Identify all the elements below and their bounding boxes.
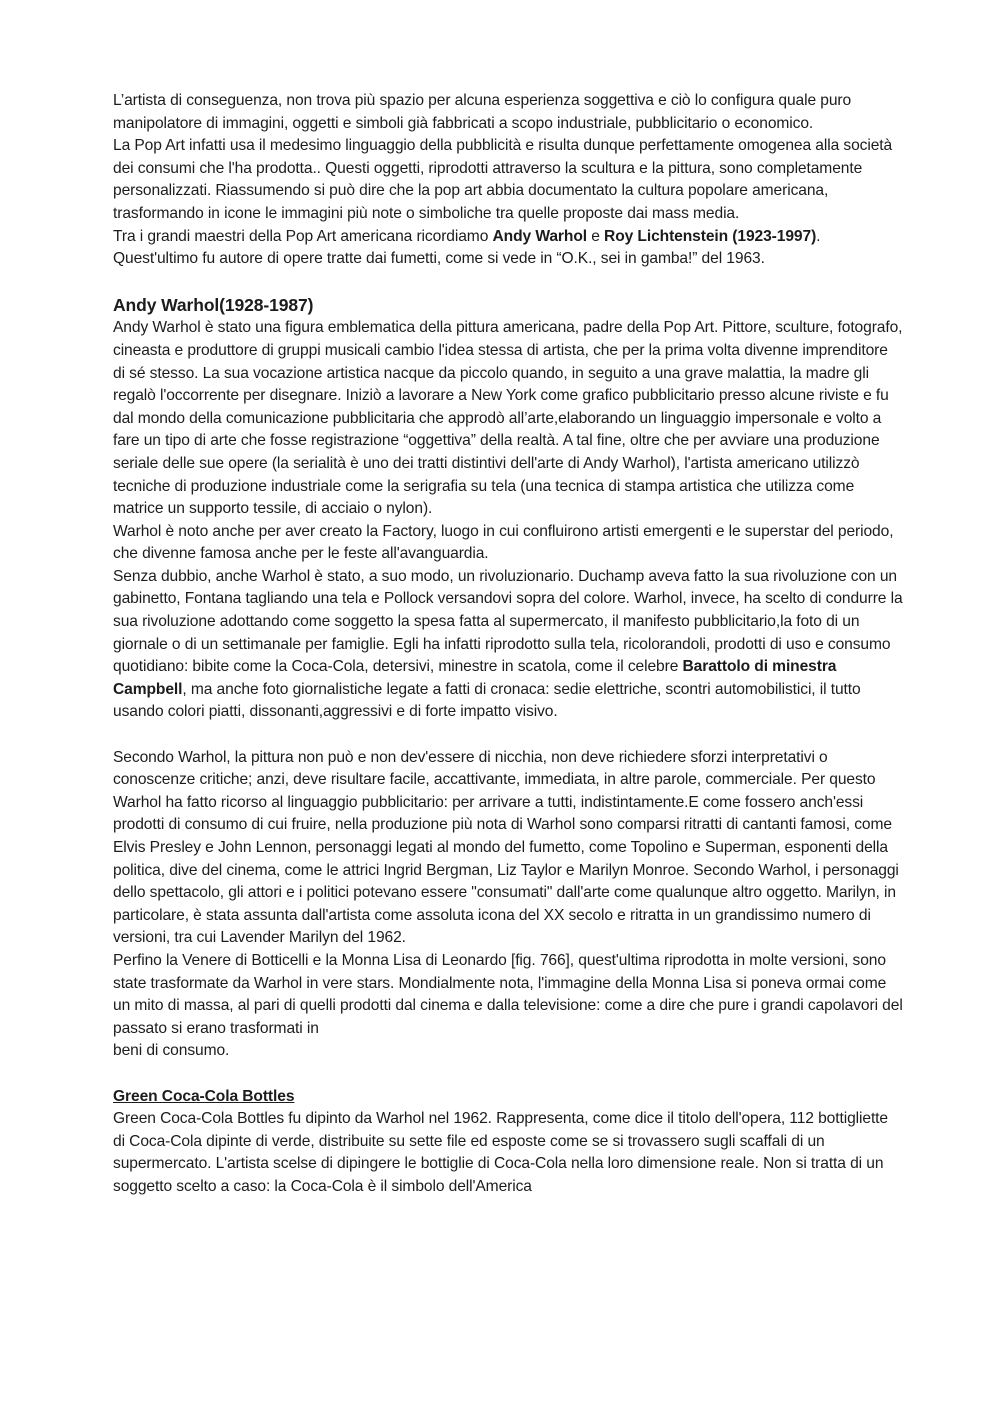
warhol-p3-text-start: Senza dubbio, anche Warhol è stato, a suo modo, un rivoluzionario. Duchamp aveva fatto la sua rivoluzione con un gabinetto, Fontana tagliando una tela e Pollock versandovi sopra del colore. Warhol, invece, ha scelto di condurre la sua rivoluzione adottando come soggetto la spesa fatta al supermercato, il manifesto pubblicitario,la foto di un giornale o di un settimanale per famiglie. Egli ha infatti riprodotto sulla tela, ricolorandoli, prodotti di uso e consumo quotidiano: bibite come la Coca-Cola, detersivi, minestre in scatola, come il celebre	[113, 567, 903, 676]
intro-paragraph-1: L’artista di conseguenza, non trova più spazio per alcuna esperienza soggettiva e ciò lo configura quale puro manipolatore di immagini, oggetti e simboli già fabbricati a scopo industriale, pubblicitario o economico.	[113, 92, 852, 132]
intro-paragraph-4: Quest'ultimo fu autore di opere tratte dai fumetti, come si vede in “O.K., sei in gamba!” del 1963.	[113, 250, 765, 268]
name-andy-warhol: Andy Warhol	[492, 227, 587, 245]
intro-p3-text-start: Tra i grandi maestri della Pop Art americana ricordiamo	[113, 227, 493, 245]
spacer	[113, 271, 903, 294]
document-page	[113, 90, 903, 1199]
intro-paragraph-3	[113, 226, 903, 249]
warhol-paragraph-5: Perfino la Venere di Botticelli e la Monna Lisa di Leonardo [fig. 766], quest'ultima riprodotta in molte versioni, sono state trasformate da Warhol in vere stars. Mondialmente nota, l'immagine della Monna Lisa si poneva ormai come un mito di massa, al pari di quelli prodotti dal cinema e dalla televisione: come a dire che pure i grandi capolavori del passato si erano trasformati in	[113, 951, 903, 1037]
spacer	[113, 1063, 903, 1086]
intro-p3-text-mid: e	[586, 227, 605, 245]
warhol-p3-text-end: , ma anche foto giornalistiche legate a fatti di cronaca: sedie elettriche, scontri automobilistici, il tutto usando colori piatti, dissonanti,aggressivi e di forte impatto visivo.	[113, 680, 861, 721]
coca-paragraph-1: Green Coca-Cola Bottles fu dipinto da Warhol nel 1962. Rappresenta, come dice il titolo dell'opera, 112 bottigliette di Coca-Cola dipinte di verde, distribuite su sette file ed esposte come se si trovassero sugli scaffali di un supermercato. L'artista scelse di dipingere le bottiglie di Coca-Cola nella loro dimensione reale. Non si tratta di un soggetto scelto a caso: la Coca-Cola è il simbolo dell'America	[113, 1110, 888, 1195]
intro-p3-text-end: .	[816, 227, 821, 245]
intro-paragraph-2: La Pop Art infatti usa il medesimo linguaggio della pubblicità e risulta dunque perfettamente omogenea alla società dei consumi che l'ha prodotta.. Questi oggetti, riprodotti attraverso la scultura e la pittura, sono completamente personalizzati. Riassumendo si può dire che la pop art abbia documentato la cultura popolare americana, trasformando in icone le immagini più note o simboliche tra quelle proposte dai mass media.	[113, 137, 893, 222]
spacer	[113, 724, 903, 747]
section-heading-andy-warhol: Andy Warhol(1928-1987)	[113, 295, 314, 316]
warhol-paragraph-5-last-line: beni di consumo.	[113, 1042, 230, 1060]
name-roy-lichtenstein: Roy Lichtenstein (1923-1997)	[604, 227, 817, 245]
warhol-paragraph-1: Andy Warhol è stato una figura emblematica della pittura americana, padre della Pop Art. Pittore, sculture, fotografo, cineasta e produttore di gruppi musicali cambio l'idea stessa di artista, che per la prima volta divenne imprenditore di sé stesso. La sua vocazione artistica nacque da piccolo quando, in seguito a una grave malattia, la madre gli regalò l'occorrente per disegnare. Iniziò a lavorare a New York come grafico pubblicitario presso alcune riviste e fu dal mondo della comunicazione pubblicitaria che approdò all’arte,elaborando un linguaggio impersonale e volto a fare un tipo di arte che fosse registrazione “oggettiva” della realtà. A tal fine, oltre che per avviare una produzione seriale delle sue opere (la serialità è uno dei tratti distintivi dell'arte di Andy Warhol), l'artista americano utilizzò tecniche di produzione industriale come la serigrafia su tela (una tecnica di stampa artistica che utilizza come matrice un supporto tessile, di acciaio o nylon).	[113, 319, 903, 518]
warhol-paragraph-3	[113, 566, 903, 724]
section-heading-green-coca-cola-bottles: Green Coca-Cola Bottles	[113, 1087, 295, 1105]
artwork-campbell: Barattolo di minestra Campbell	[113, 658, 837, 698]
warhol-paragraph-4: Secondo Warhol, la pittura non può e non dev'essere di nicchia, non deve richiedere sforzi interpretativi o conoscenze critiche; anzi, deve risultare facile, accattivante, immediata, in altre parole, commerciale. Per questo Warhol ha fatto ricorso al linguaggio pubblicitario: per arrivare a tutti, indistintamente.E come fossero anch'essi prodotti di consumo di cui fruire, nella produzione più nota di Warhol sono comparsi ritratti di cantanti famosi, come Elvis Presley e John Lennon, personaggi legati al mondo del fumetto, come Topolino e Superman, esponenti della politica, dive del cinema, come le attrici Ingrid Bergman, Liz Taylor e Marilyn Monroe. Secondo Warhol, i personaggi dello spettacolo, gli attori e i politici potevano essere "consumati" dall'arte come qualunque altro oggetto. Marilyn, in particolare, è stata assunta dall'artista come assoluta icona del XX secolo e ritratta in un grandissimo numero di versioni, tra cui Lavender Marilyn del 1962.	[113, 748, 899, 947]
warhol-paragraph-2: Warhol è noto anche per aver creato la Factory, luogo in cui confluirono artisti emergenti e le superstar del periodo, che divenne famosa anche per le feste all'avanguardia.	[113, 522, 894, 563]
